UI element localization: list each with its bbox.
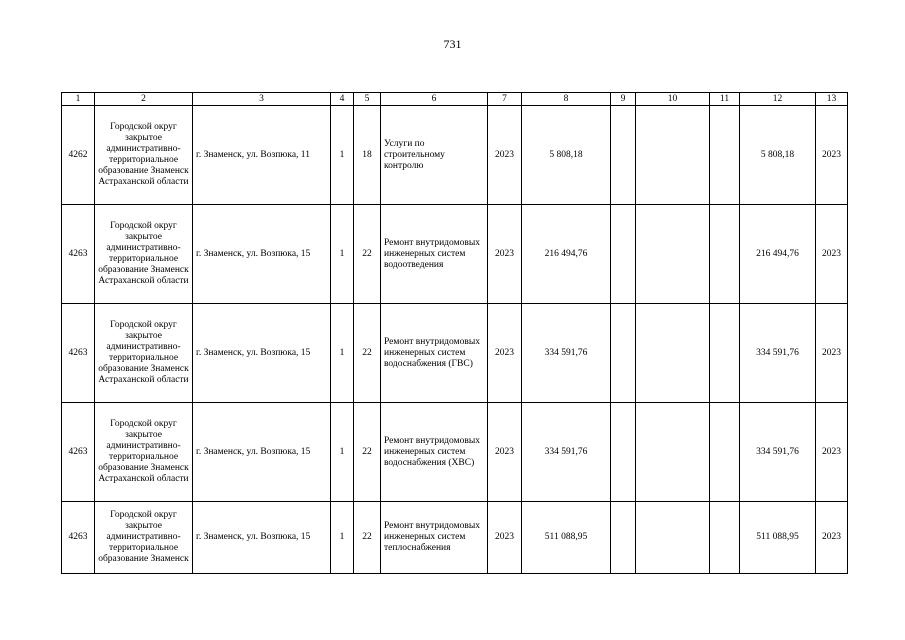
- header-cell: 5: [354, 93, 381, 106]
- col9-cell: [611, 502, 636, 574]
- header-cell: 1: [62, 93, 95, 106]
- amount-cell: 5 808,18: [522, 106, 611, 205]
- year-cell: 2023: [488, 106, 522, 205]
- municipality-cell: Городской округ закрытое административно-территориальное образование Знаменск Астраханской области: [95, 205, 193, 304]
- col10-cell: [636, 403, 710, 502]
- data-table: [61, 92, 848, 574]
- year-cell: 2023: [488, 502, 522, 574]
- address-cell: г. Знаменск, ул. Возпюка, 15: [193, 205, 331, 304]
- address-cell: г. Знаменск, ул. Возпюка, 15: [193, 304, 331, 403]
- total-amount-cell: 511 088,95: [740, 502, 816, 574]
- header-cell: 12: [740, 93, 816, 106]
- col4-cell: 1: [331, 106, 354, 205]
- header-cell: 3: [193, 93, 331, 106]
- address-cell: г. Знаменск, ул. Возпюка, 15: [193, 502, 331, 574]
- table-row: [62, 304, 848, 403]
- year-cell: 2023: [488, 304, 522, 403]
- col11-cell: [710, 304, 740, 403]
- total-amount-cell: 216 494,76: [740, 205, 816, 304]
- table-row: [62, 502, 848, 574]
- header-cell: 2: [95, 93, 193, 106]
- col11-cell: [710, 106, 740, 205]
- col4-cell: 1: [331, 403, 354, 502]
- table-row: [62, 403, 848, 502]
- col5-cell: 22: [354, 304, 381, 403]
- col4-cell: 1: [331, 304, 354, 403]
- amount-cell: 334 591,76: [522, 403, 611, 502]
- col9-cell: [611, 106, 636, 205]
- address-cell: г. Знаменск, ул. Возпюка, 11: [193, 106, 331, 205]
- header-cell: 10: [636, 93, 710, 106]
- end-year-cell: 2023: [816, 106, 848, 205]
- total-amount-cell: 334 591,76: [740, 304, 816, 403]
- col10-cell: [636, 304, 710, 403]
- row-number-cell: 4263: [62, 304, 95, 403]
- col9-cell: [611, 205, 636, 304]
- header-row: [62, 93, 848, 106]
- end-year-cell: 2023: [816, 502, 848, 574]
- municipality-cell: Городской округ закрытое административно-территориальное образование Знаменск: [95, 502, 193, 574]
- total-amount-cell: 5 808,18: [740, 106, 816, 205]
- col10-cell: [636, 205, 710, 304]
- service-cell: Ремонт внутридомовых инженерных систем водоснабжения (ГВС): [381, 304, 488, 403]
- col9-cell: [611, 304, 636, 403]
- row-number-cell: 4263: [62, 502, 95, 574]
- service-cell: Услуги по строительному контролю: [381, 106, 488, 205]
- col5-cell: 22: [354, 205, 381, 304]
- municipality-cell: Городской округ закрытое административно-территориальное образование Знаменск Астраханской области: [95, 304, 193, 403]
- col11-cell: [710, 205, 740, 304]
- row-number-cell: 4262: [62, 106, 95, 205]
- amount-cell: 334 591,76: [522, 304, 611, 403]
- service-cell: Ремонт внутридомовых инженерных систем водоснабжения (ХВС): [381, 403, 488, 502]
- service-cell: Ремонт внутридомовых инженерных систем водоотведения: [381, 205, 488, 304]
- municipality-cell: Городской округ закрытое административно-территориальное образование Знаменск Астраханской области: [95, 106, 193, 205]
- col5-cell: 22: [354, 502, 381, 574]
- table-row: [62, 106, 848, 205]
- header-cell: 4: [331, 93, 354, 106]
- header-cell: 6: [381, 93, 488, 106]
- row-number-cell: 4263: [62, 403, 95, 502]
- col5-cell: 18: [354, 106, 381, 205]
- amount-cell: 511 088,95: [522, 502, 611, 574]
- col10-cell: [636, 106, 710, 205]
- year-cell: 2023: [488, 403, 522, 502]
- col11-cell: [710, 502, 740, 574]
- end-year-cell: 2023: [816, 205, 848, 304]
- col4-cell: 1: [331, 205, 354, 304]
- table-row: [62, 205, 848, 304]
- col11-cell: [710, 403, 740, 502]
- header-cell: 9: [611, 93, 636, 106]
- page-number: 731: [443, 37, 462, 51]
- row-number-cell: 4263: [62, 205, 95, 304]
- header-cell: 8: [522, 93, 611, 106]
- col4-cell: 1: [331, 502, 354, 574]
- end-year-cell: 2023: [816, 403, 848, 502]
- total-amount-cell: 334 591,76: [740, 403, 816, 502]
- header-cell: 13: [816, 93, 848, 106]
- municipality-cell: Городской округ закрытое административно-территориальное образование Знаменск Астраханской области: [95, 403, 193, 502]
- service-cell: Ремонт внутридомовых инженерных систем теплоснабжения: [381, 502, 488, 574]
- end-year-cell: 2023: [816, 304, 848, 403]
- header-cell: 11: [710, 93, 740, 106]
- address-cell: г. Знаменск, ул. Возпюка, 15: [193, 403, 331, 502]
- amount-cell: 216 494,76: [522, 205, 611, 304]
- header-cell: 7: [488, 93, 522, 106]
- col9-cell: [611, 403, 636, 502]
- col5-cell: 22: [354, 403, 381, 502]
- year-cell: 2023: [488, 205, 522, 304]
- col10-cell: [636, 502, 710, 574]
